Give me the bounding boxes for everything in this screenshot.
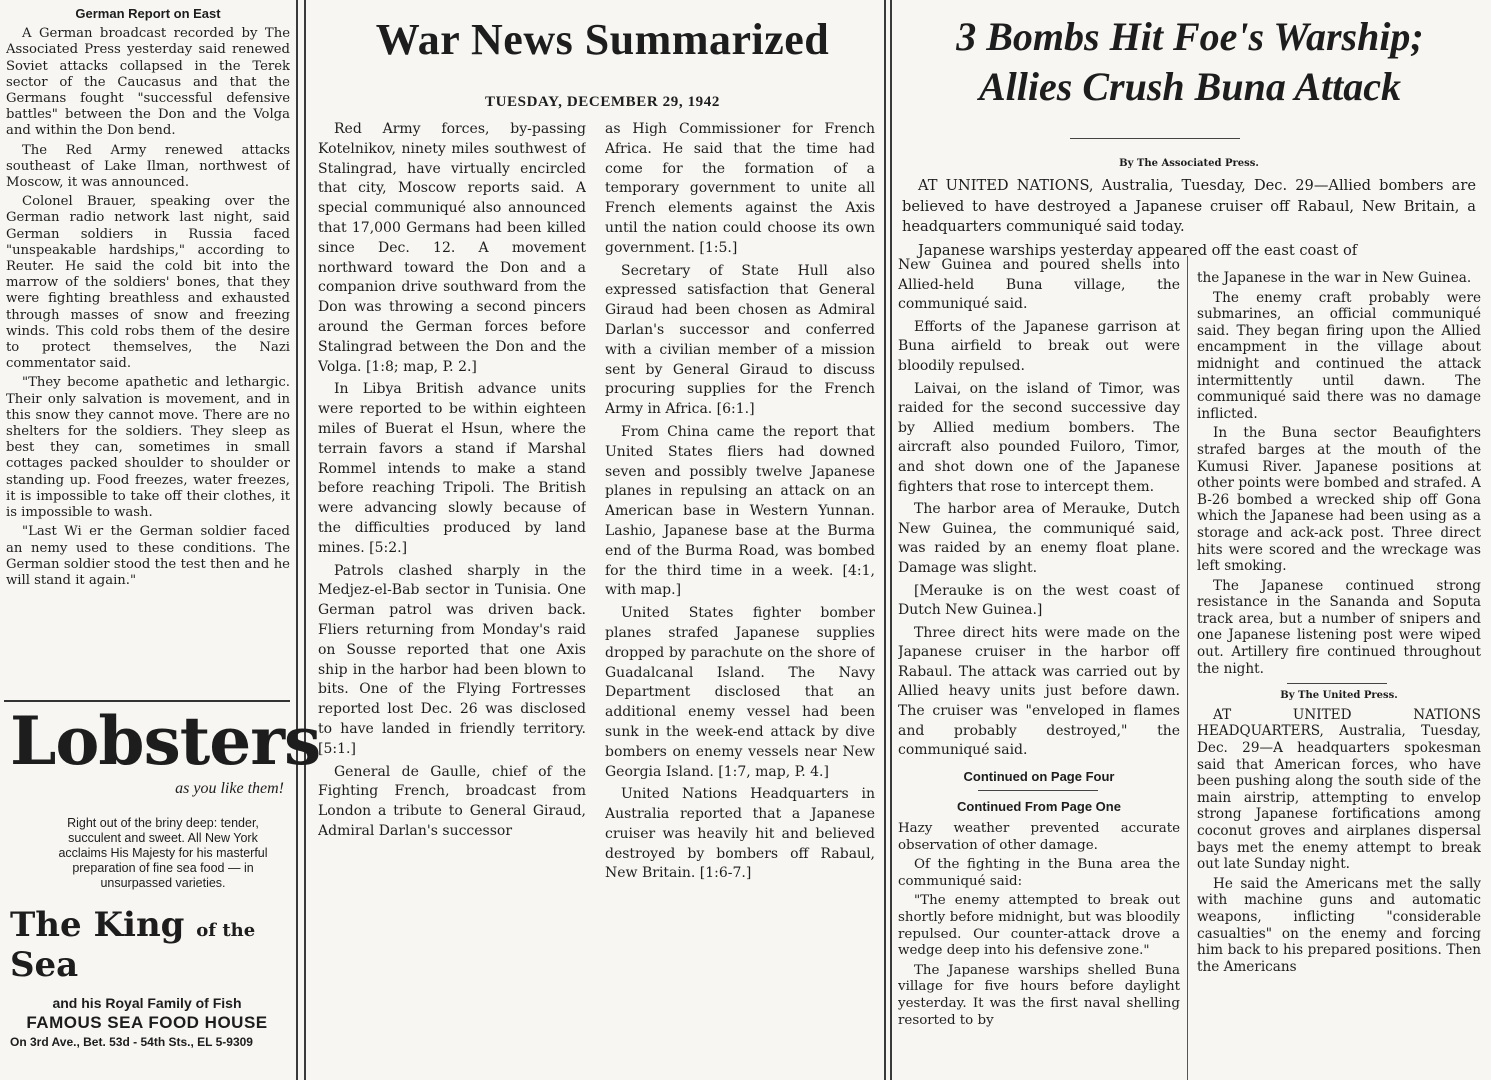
war-news-column-left — [318, 120, 586, 845]
article-paragraph: the Japanese in the war in New Guinea. — [1197, 270, 1472, 286]
column-rule — [890, 0, 892, 1080]
ad-address: On 3rd Ave., Bet. 53d - 54th Sts., EL 5-9309 — [10, 1035, 253, 1049]
lobster-advertisement — [4, 700, 321, 1077]
bombs-column-right — [1197, 270, 1481, 978]
article-paragraph: Colonel Brauer, speaking over the German radio network last night, said German soldiers in Russia faced "unspeakable hardships," according to Reuter. He said the cold bit into the marrow of the soldiers' bones, that they were fighting breathless and exhausted through masses of snow and freezing winds. This cold robs them of the desire to protect themselves, the Nazi commentator said. — [6, 194, 290, 372]
summary-paragraph: Patrols clashed sharply in the Medjez-el-Bab sector in Tunisia. One German patrol was driven back. Fliers returning from Monday's raid on Sousse reported that one Axis ship in the harbor had been blown to bits. One of the Flying Fortresses reported lost Dec. 26 was disclosed to have landed in friendly territory. [5:1.] — [318, 562, 586, 757]
ad-headline: Lobsters — [10, 702, 321, 780]
summary-paragraph: as High Commissioner for French Africa. He said that the time had come for the formation of a temporary government to unite all French elements against the Axis until the nation could choose its own government. [1:5.] — [605, 121, 875, 256]
article-paragraph: Three direct hits were made on the Japanese cruiser in the harbor off Rabaul. The attack was carried out by Allied heavy units just before dawn. The cruiser was "enveloped in flames and probably destroyed," the communiqué said. — [898, 624, 1180, 759]
column-rule — [1187, 256, 1188, 1080]
lead-paragraph: AT UNITED NATIONS, Australia, Tuesday, Dec. 29—Allied bombers are believed to have destroyed a Japanese cruiser off Rabaul, New Britain, a headquarters communiqué said today. — [902, 177, 1476, 236]
ad-tagline: as you like them! — [175, 780, 284, 797]
continued-on-label: Continued on Page Four — [963, 768, 1115, 784]
article-paragraph: "Last Wi er the German soldier faced an nemy used to these conditions. The German soldier stood the test then and he will stand it again." — [6, 524, 290, 588]
article-paragraph: New Guinea and poured shells into Allied-held Buna village, the communiqué said. — [898, 257, 1180, 313]
headline-line: 3 Bombs Hit Foe's Warship; — [956, 14, 1424, 59]
summary-paragraph: General de Gaulle, chief of the Fighting French, broadcast from London a tribute to General Giraud, Admiral Darlan's successor — [318, 763, 586, 839]
summary-paragraph: United States fighter bomber planes strafed Japanese supplies dropped by parachute on the shore of Guadalcanal Island. The Navy Department disclosed that an additional enemy vessel had been sunk in the week-end attack by dive bombers on enemy vessels near New Georgia Island. [1:7, map, P. 4.] — [605, 605, 875, 780]
article-paragraph: Efforts of the Japanese garrison at Buna airfield to break out were bloodily repulsed. — [898, 318, 1180, 374]
summary-paragraph: From China came the report that United States fliers had downed seven and possibly twelve Japanese planes in repulsing an attack on an American base in Western Yunnan. Lashio, Japanese base at the Burma end of the Burma Road, was bombed for the third time in a week. [4:1, with map.] — [605, 423, 875, 599]
continued-text — [898, 821, 1180, 1029]
bombs-headline — [900, 12, 1480, 112]
article-paragraph: The harbor area of Merauke, Dutch New Guinea, the communiqué said, was raided by an enemy float plane. Damage was slight. — [898, 501, 1180, 576]
bombs-column-left — [898, 256, 1180, 1032]
ad-restaurant-name: FAMOUS SEA FOOD HOUSE — [26, 1013, 268, 1032]
war-news-title: War News Summarized — [375, 15, 830, 64]
german-report-heading: German Report on East — [75, 6, 221, 21]
headline-line: Allies Crush Buna Attack — [979, 64, 1401, 109]
continued-from-label: Continued From Page One — [957, 799, 1121, 815]
up-byline: By The United Press. — [1280, 690, 1398, 702]
article-paragraph: Laivai, on the island of Timor, was raided for the second successive day by Allied medium bombers. The aircraft also pounded Fuiloro, Timor, and shot down one of the Japanese fighters that rose to intercept them. — [898, 380, 1180, 495]
column-rule — [296, 0, 298, 1080]
ad-body: Right out of the briny deep: tender, succulent and sweet. All New York acclaims His Majesty for his masterful preparation of fine sea food — in unsurpassed varieties. — [58, 816, 268, 890]
summary-paragraph: Red Army forces, by-passing Kotelnikov, ninety miles southwest of Stalingrad, have virtually encircled that city, Moscow reports said. A special communiqué also announced that 17,000 Germans had been killed since Dec. 12. A movement northward toward the Don and a companion drive southward from the Don was throwing a second pincers around the German forces before Stalingrad between the Don and the Volga. [1:8; map, P. 2.] — [318, 121, 586, 375]
article-paragraph: In the Buna sector Beaufighters strafed barges at the mouth of the Kumusi River. Japanese positions at other points were bombed and strafed. A B-26 bombed a wrecked ship off Gona which the Japanese had been using as a storage and ack-ack post. Three direct hits were scored and the wreckage was left smoking. — [1197, 425, 1481, 575]
article-paragraph: Of the fighting in the Buna area the communiqué said: — [898, 857, 1180, 889]
ad-brand-part: The King — [10, 905, 185, 945]
divider — [978, 790, 1098, 791]
summary-paragraph: United Nations Headquarters in Australia reported that a Japanese cruiser was heavily hit and believed destroyed by bombers off Rabaul, New Britain. [1:6-7.] — [605, 786, 875, 882]
ap-byline: By The Associated Press. — [1119, 158, 1259, 169]
article-paragraph: A German broadcast recorded by The Associated Press yesterday said renewed Soviet attacks collapsed in the Terek sector of the Caucasus and that the Germans fought "successful defensive battles" between the Don and the Volga and within the Don bend. — [6, 26, 290, 139]
article-paragraph: "The enemy attempted to break out shortly before midnight, but was bloodily repulsed. Our counter-attack drove a wedge deep into his defensive zone." — [898, 893, 1180, 959]
summary-paragraph: In Libya British advance units were reported to be within eighteen miles of Buerat el Hsun, where the terrain favors a stand if Marshal Rommel intends to make a stand before reaching Tripoli. The British were advancing slowly because of the difficulties produced by land mines. [5:2.] — [318, 381, 586, 556]
column-rule — [884, 0, 886, 1080]
ad-brand-part: Sea — [10, 945, 79, 985]
article-paragraph: "They become apathetic and lethargic. Their only salvation is movement, and in this snow they cannot move. There are no shelters for the soldiers. They sleep as best they can, sometimes in small cottages packed shoulder to shoulder or standing up. Food freezes, water freezes, it is impossible to take off their clothes, it is impossible to wash. — [6, 375, 290, 521]
lead-paragraph: Japanese warships yesterday appeared off the east coast of — [918, 241, 1358, 259]
ad-brand-part: of the — [196, 920, 256, 941]
article-paragraph: The enemy craft probably were submarines, an official communiqué said. They began firing upon the Allied encampment in the village about midnight and continued the attack intermittently until dawn. The communiqué said there was no damage inflicted. — [1197, 289, 1481, 422]
bombs-lead — [902, 150, 1476, 264]
article-paragraph: He said the Americans met the sally with machine guns and automatic weapons, inflicting "considerable casualties" on the enemy and forcing him back to his prepared positions. Then the Americans — [1197, 875, 1481, 975]
article-paragraph: AT UNITED NATIONS HEADQUARTERS, Australia, Tuesday, Dec. 29—A headquarters spokesman said that American forces, who have been pushing along the south side of the main airstrip, attempting to envelop strong Japanese fortifications among coconut groves and airplanes dispersal bays met the enemy attempt to break out late Sunday night. — [1197, 706, 1481, 873]
summary-paragraph: Secretary of State Hull also expressed satisfaction that General Giraud had been chosen as Admiral Darlan's successor and conferred with a civilian member of a mission sent by General Giraud to discuss procuring supplies for the French Army in Africa. [6:1.] — [605, 262, 875, 418]
ad-brand — [10, 905, 290, 985]
german-report-article — [6, 0, 290, 592]
column-rule — [304, 0, 306, 1080]
article-paragraph: The Japanese warships shelled Buna village for five hours before daylight yesterday. It was the first naval shelling resorted to by — [898, 962, 1180, 1028]
divider — [1070, 138, 1240, 139]
war-news-date: TUESDAY, DECEMBER 29, 1942 — [485, 94, 720, 110]
ad-subline: and his Royal Family of Fish — [52, 995, 242, 1011]
war-news-column-right — [605, 120, 875, 887]
article-paragraph: Hazy weather prevented accurate observation of other damage. — [898, 821, 1180, 853]
article-paragraph: The Red Army renewed attacks southeast of Lake Ilman, northwest of Moscow, it was announced. — [6, 142, 290, 191]
article-paragraph: [Merauke is on the west coast of Dutch New Guinea.] — [898, 582, 1180, 619]
divider — [1287, 683, 1387, 684]
article-paragraph: The Japanese continued strong resistance in the Sananda and Soputa track area, but a number of snipers and one Japanese listening post were wiped out. Artillery fire continued throughout the night. — [1197, 577, 1481, 677]
